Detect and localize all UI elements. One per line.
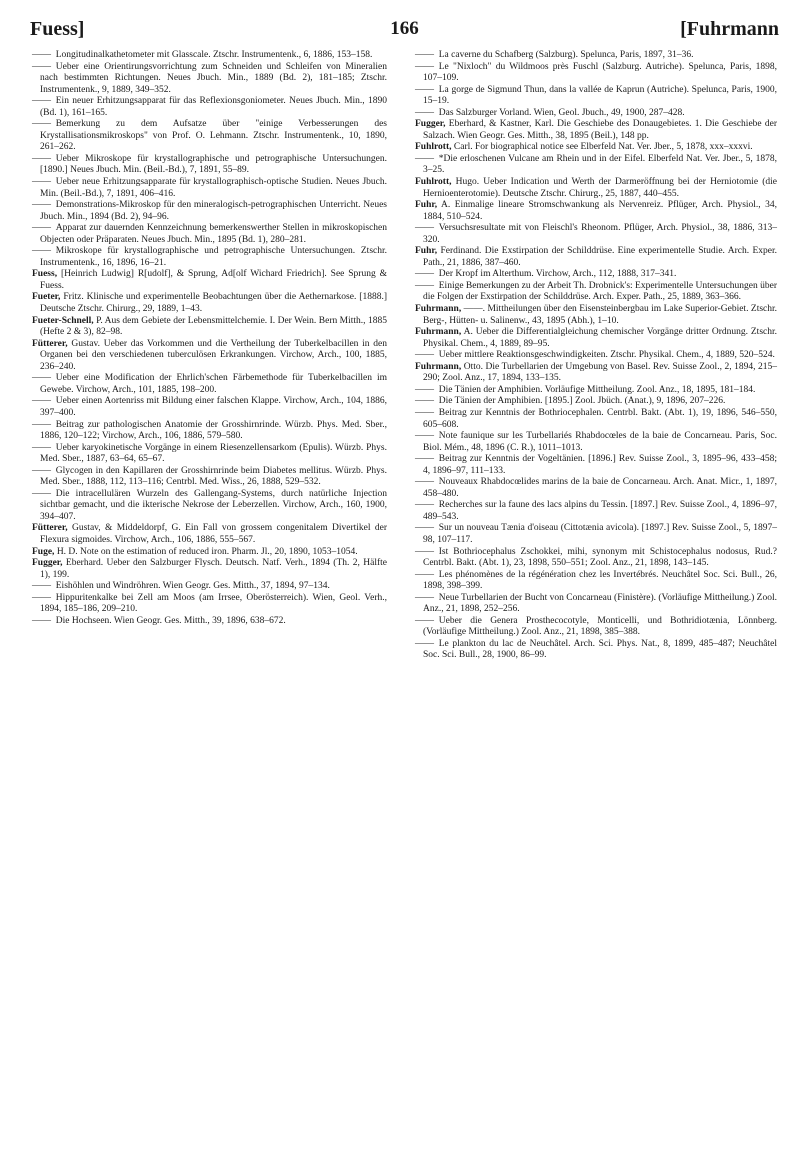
entry-text: Fritz. Klinische und experimentelle Beobachtungen über die Aethernarkose. [1888.] Deutsche Ztschr. Chirurg., 29, 1889, 1–43.	[40, 292, 387, 315]
ditto-dash	[415, 108, 439, 118]
entry-author: Fuhlrott,	[415, 142, 452, 153]
entry-text: Beitrag zur pathologischen Anatomie der Grosshirnrinde. Würzb. Phys. Med. Sber., 1886, 120–122; Virchow, Arch., 106, 1886, 579–580.	[40, 419, 387, 442]
bibliography-entry	[32, 292, 387, 315]
bibliography-entry	[32, 523, 387, 546]
ditto-dash	[415, 639, 439, 649]
right-column	[415, 50, 777, 662]
bibliography-entry	[32, 119, 387, 154]
entry-author: Fuge,	[32, 546, 55, 557]
entry-text: Note faunique sur les Turbellariés Rhabdocœles de la baie de Concarneau. Paris, Soc. Biol. Mém., 48, 1896 (C. R.), 1011–1013.	[423, 431, 777, 453]
entry-author: Fütterer,	[32, 523, 68, 534]
bibliography-entry	[32, 420, 387, 443]
entry-text: Die intracellulären Wurzeln des Gallengang-Systems, durch natürliche Injection sichtbar gemacht, und die ikterische Nekrose der Leberzellen. Virchow, Arch., 160, 1900, 394–407.	[40, 488, 387, 522]
entry-text: Bemerkung zu dem Aufsatze über "einige Verbesserungen des Krystallisationsmikroskops" von Prof. O. Lehmann. Ztschr. Instrumentenk., 10, 1890, 261–262.	[40, 119, 387, 153]
bibliography-entry	[32, 373, 387, 396]
entry-text: Gustav. Ueber das Vorkommen und die Vertheilung der Tuberkelbacillen in den Organen bei den verschiedenen tuberculösen Erkrankungen. Virchow, Arch., 100, 1885, 236–240.	[40, 338, 388, 372]
entry-text: Glycogen in den Kapillaren der Grosshirnrinde beim Diabetes mellitus. Würzb. Phys. Med. Sber., 1888, 112, 113–116; Centrbl. Med. Wiss., 26, 1888, 529–532.	[40, 465, 387, 488]
bibliography-entry	[415, 281, 777, 304]
entry-author: Fuhr,	[415, 200, 438, 211]
bibliography-entry	[415, 269, 777, 281]
entry-text: Hippuritenkalke bei Zell am Moos (am Irrsee, Oberösterreich). Wien, Geol. Verh., 1894, 185–186, 209–210.	[40, 592, 387, 615]
entry-text: Ueber einen Aortenriss mit Bildung einer falschen Klappe. Virchow, Arch., 104, 1886, 397–400.	[40, 396, 387, 418]
header-left-name: Fuess]	[30, 18, 85, 40]
ditto-dash	[415, 85, 439, 95]
entry-text: Ueber neue Erhitzungsapparate für krystallographisch-optische Studien. Neues Jbuch. Min. (Beil.-Bd.), 7, 1891, 406–416.	[40, 177, 387, 199]
bibliography-entry	[415, 616, 777, 639]
entry-text: A. Ueber die Differentialgleichung chemischer Vorgänge dritter Ordnung. Ztschr. Physikal. Chem., 4, 1889, 89–95.	[423, 327, 777, 349]
ditto-dash	[32, 616, 56, 626]
ditto-dash	[32, 177, 56, 187]
entry-author: Fuhrmann,	[415, 304, 462, 315]
entry-text: Ueber karyokinetische Vorgänge in einem Riesenzellensarkom (Epulis). Würzb. Phys. Med. Sber., 1887, 63–64, 65–67.	[40, 442, 387, 465]
ditto-dash	[32, 62, 56, 72]
bibliography-entry	[32, 50, 387, 62]
entry-text: Hugo. Ueber Indication und Werth der Darmeröffnung bei der Herniotomie (die Hernioenterotomie). Deutsche Ztschr. Chirurg., 25, 1887, 440–455.	[423, 177, 778, 199]
entry-author: Fuhrmann,	[415, 361, 462, 372]
bibliography-entry	[415, 119, 777, 142]
entry-text: Longitudinalkathetometer mit Glasscale. Ztschr. Instrumentenk., 6, 1886, 153–158.	[55, 50, 373, 60]
entry-text: Otto. Die Turbellarien der Umgebung von Basel. Rev. Suisse Zool., 2, 1894, 215–290; Zool. Anz., 17, 1894, 133–135.	[423, 361, 778, 384]
bibliography-entry	[415, 108, 777, 120]
entry-text: Versuchsresultate mit von Fleischl's Rheonom. Pflüger, Arch. Physiol., 38, 1886, 313–320.	[423, 223, 777, 245]
entry-text: Ist Bothriocephalus Zschokkei, mihi, synonym mit Schistocephalus nodosus, Rud.? Centrbl. Bakt. (Abt. 1), 23, 1898, 550–551; Zool. Anz., 21, 1898, 143–145.	[423, 546, 777, 569]
ditto-dash	[415, 431, 439, 441]
entry-author: Fuhrmann,	[415, 327, 462, 338]
ditto-dash	[415, 269, 439, 279]
entry-author: Fueter,	[32, 292, 61, 303]
entry-text: Die Tänien der Amphibien. [1895.] Zool. Jbüch. (Anat.), 9, 1896, 207–226.	[438, 396, 726, 407]
entry-text: Les phénomènes de la régénération chez les Invertébrés. Neuchâtel Soc. Sci. Bull., 26, 1898, 398–399.	[423, 569, 777, 592]
entry-text: Le plankton du lac de Neuchâtel. Arch. Sci. Phys. Nat., 8, 1899, 485–487; Neuchâtel Soc. Sci. Bull., 28, 1900, 86–99.	[423, 638, 777, 661]
ditto-dash	[415, 62, 439, 72]
bibliography-entry	[32, 339, 387, 374]
bibliography-entry	[32, 154, 387, 177]
bibliography-entry	[415, 593, 777, 616]
bibliography-entry	[415, 547, 777, 570]
entry-author: Fuess,	[32, 269, 58, 280]
bibliography-entry	[32, 616, 387, 628]
entry-text: Apparat zur dauernden Kennzeichnung bemerkenswerther Stellen in mikroskopischen Objecten oder Präparaten. Neues Jbuch. Min., 1895 (Bd. 1), 280–281.	[40, 223, 387, 245]
bibliography-entry	[32, 547, 387, 559]
entry-text: Die Tänien der Amphibien. Vorläufige Mittheilung. Zool. Anz., 18, 1895, 181–184.	[438, 384, 756, 395]
ditto-dash	[415, 154, 439, 164]
entry-author: Fuhlrott,	[415, 177, 452, 188]
entry-text: Neue Turbellarien der Bucht von Concarneau (Finistère). (Vorläufige Mittheilung.) Zool. Anz., 21, 1898, 252–256.	[423, 592, 777, 615]
entry-text: Ueber die Genera Prosthecocotyle, Monticelli, und Bothridiotænia, Lönnberg. (Vorläufige Mittheilung.) Zool. Anz., 21, 1898, 385–388.	[423, 615, 777, 638]
entry-text: Ferdinand. Die Exstirpation der Schilddrüse. Eine experimentelle Studie. Arch. Exper. Path., 21, 1886, 387–460.	[423, 246, 778, 268]
ditto-dash	[415, 350, 439, 360]
ditto-dash	[32, 154, 56, 164]
bibliography-entry	[32, 443, 387, 466]
bibliography-entry	[32, 269, 387, 292]
entry-text: Ueber mittlere Reaktionsgeschwindigkeiten. Ztschr. Physikal. Chem., 4, 1889, 520–524.	[438, 350, 775, 361]
ditto-dash	[32, 373, 56, 383]
bibliography-entry	[415, 523, 777, 546]
entry-text: Ueber eine Orientirungsvorrichtung zum Schneiden und Schleifen von Mineralien nach bestimmten Richtungen. Neues Jbuch. Min., 1889 (Bd. 2), 181–185; Ztschr. Instrumentenk., 9, 1889, 349–352.	[40, 61, 387, 95]
bibliography-entry	[415, 304, 777, 327]
entry-text: Die Hochseen. Wien Geogr. Ges. Mitth., 39, 1896, 638–672.	[55, 615, 286, 626]
ditto-dash	[415, 547, 439, 557]
entry-text: Eishöhlen und Windröhren. Wien Geogr. Ges. Mitth., 37, 1894, 97–134.	[55, 581, 330, 592]
bibliography-entry	[415, 396, 777, 408]
ditto-dash	[32, 200, 56, 210]
ditto-dash	[415, 616, 439, 626]
entry-text: Ueber Mikroskope für krystallographische und petrographische Untersuchungen. [1890.] Neues Jbuch. Min. (Beil.-Bd.), 7, 1891, 55–89.	[40, 153, 387, 176]
bibliography-entry	[415, 408, 777, 431]
entry-text: Ueber eine Modification der Ehrlich'schen Färbemethode für Tuberkelbacillen im Gewebe. Virchow, Arch., 101, 1885, 198–200.	[40, 373, 387, 395]
ditto-dash	[32, 466, 56, 476]
ditto-dash	[415, 50, 439, 60]
ditto-dash	[415, 408, 439, 418]
bibliography-entry	[415, 350, 777, 362]
entry-text: Beitrag zur Kenntnis der Bothriocephalen. Centrbl. Bakt. (Abt. 1), 19, 1896, 546–550, 605–608.	[423, 407, 777, 430]
ditto-dash	[415, 477, 439, 487]
bibliography-entry	[415, 223, 777, 246]
entry-text: Carl. For biographical notice see Elberfeld Nat. Ver. Jber., 5, 1878, xxx–xxxvi.	[453, 142, 753, 153]
bibliography-entry	[415, 477, 777, 500]
entry-text: A. Einmalige lineare Stromschwankung als Nervenreiz. Pflüger, Arch. Physiol., 34, 1884, 510–524.	[423, 200, 777, 222]
ditto-dash	[32, 223, 56, 233]
bibliography-entry	[415, 85, 777, 108]
ditto-dash	[415, 385, 439, 395]
entry-text: Recherches sur la faune des lacs alpins du Tessin. [1897.] Rev. Suisse Zool., 4, 1896–97, 489–543.	[423, 500, 777, 522]
entry-text: ——. Mittheilungen über den Eisensteinbergbau im Lake Superior-Gebiet. Ztschr. Berg-, Hütten- u. Salinenw., 43, 1895 (Abh.), 1–10.	[423, 304, 778, 326]
entry-text: Ein neuer Erhitzungsapparat für das Reflexionsgoniometer. Neues Jbuch. Min., 1890 (Bd. 1), 161–165.	[40, 96, 387, 118]
header-right-name: [Fuhrmann	[680, 18, 779, 40]
entry-text: Eberhard, & Kastner, Karl. Die Geschiebe des Donaugebietes. 1. Die Geschiebe der Salzach. Wien Geogr. Ges. Mitth., 38, 1895 (Beil.), 148 pp.	[423, 119, 777, 141]
bibliography-entry	[32, 558, 387, 581]
bibliography-entry	[415, 500, 777, 523]
entry-text: Le "Nixloch" du Wildmoos près Fuschl (Salzburg. Autriche). Spelunca, Paris, 1898, 107–109.	[423, 61, 777, 84]
entry-text: Einige Bemerkungen zu der Arbeit Th. Drobnick's: Experimentelle Untersuchungen über die Folgen der Exstirpation der Schilddrüse. Arch. Exper. Path., 25, 1889, 363–366.	[423, 280, 777, 303]
bibliography-entry	[415, 327, 777, 350]
bibliography-entry	[415, 454, 777, 477]
bibliography-entry	[415, 142, 777, 154]
ditto-dash	[415, 570, 439, 580]
entry-text: Beitrag zur Kenntnis der Vogeltänien. [1896.] Rev. Suisse Zool., 3, 1895–96, 433–458; 4, 1896–97, 111–133.	[423, 454, 777, 476]
bibliography-entry	[32, 396, 387, 419]
bibliography-entry	[415, 200, 777, 223]
bibliography-entry	[415, 431, 777, 454]
bibliography-entry	[32, 62, 387, 97]
bibliography-entry	[32, 177, 387, 200]
bibliography-entry	[415, 62, 777, 85]
bibliography-entry	[415, 50, 777, 62]
ditto-dash	[415, 593, 439, 603]
bibliography-entry	[32, 489, 387, 524]
entry-author: Fugger,	[32, 558, 63, 569]
bibliography-entry	[32, 581, 387, 593]
page-header	[30, 18, 779, 42]
entry-text: Mikroskope für krystallographische und petrographische Untersuchungen. Ztschr. Instrumentenk., 16, 1896, 16–21.	[40, 246, 387, 268]
ditto-dash	[32, 581, 56, 591]
entry-author: Fütterer,	[32, 338, 68, 349]
ditto-dash	[32, 396, 56, 406]
bibliography-entry	[32, 96, 387, 119]
ditto-dash	[415, 500, 439, 510]
entry-text: La gorge de Sigmund Thun, dans la vallée de Kaprun (Autriche). Spelunca, Paris, 1900, 15–19.	[423, 84, 777, 107]
bibliography-entry	[415, 385, 777, 397]
page-number: 166	[390, 18, 419, 39]
entry-text: La caverne du Schafberg (Salzburg). Spelunca, Paris, 1897, 31–36.	[438, 50, 694, 60]
bibliography-entry	[32, 316, 387, 339]
bibliography-entry	[32, 246, 387, 269]
bibliography-entry	[415, 246, 777, 269]
bibliography-entry	[32, 466, 387, 489]
entry-text: *Die erloschenen Vulcane am Rhein und in der Eifel. Elberfeld Nat. Ver. Jber., 5, 1878, 3–25.	[423, 153, 777, 176]
ditto-dash	[415, 281, 439, 291]
entry-author: Fueter-Schnell,	[32, 315, 94, 326]
ditto-dash	[415, 396, 439, 406]
entry-text: Sur un nouveau Tænia d'oiseau (Cittotænia avicola). [1897.] Rev. Suisse Zool., 5, 1897–98, 107–117.	[423, 523, 777, 545]
entry-text: Das Salzburger Vorland. Wien, Geol. Jbuch., 49, 1900, 287–428.	[438, 107, 685, 118]
ditto-dash	[415, 454, 439, 464]
ditto-dash	[32, 96, 56, 106]
ditto-dash	[32, 420, 56, 430]
ditto-dash	[415, 523, 439, 533]
entry-text: H. D. Note on the estimation of reduced iron. Pharm. Jl., 20, 1890, 1053–1054.	[56, 546, 358, 557]
entry-text: Eberhard. Ueber den Salzburger Flysch. Deutsch. Natf. Verh., 1894 (Th. 2, Hälfte 1), 199.	[40, 558, 388, 580]
bibliography-entry	[415, 639, 777, 662]
bibliography-entry	[415, 154, 777, 177]
ditto-dash	[415, 223, 439, 233]
ditto-dash	[32, 593, 56, 603]
left-column	[32, 50, 387, 627]
ditto-dash	[32, 119, 56, 129]
ditto-dash	[32, 443, 56, 453]
bibliography-entry	[415, 177, 777, 200]
ditto-dash	[32, 50, 56, 60]
entry-text: Demonstrations-Mikroskop für den mineralogisch-petrographischen Unterricht. Neues Jbuch. Min., 1894 (Bd. 2), 94–96.	[40, 200, 387, 222]
bibliography-entry	[32, 200, 387, 223]
entry-text: [Heinrich Ludwig] R[udolf], & Sprung, Ad[olf Wichard Friedrich]. See Sprung & Fuess.	[40, 269, 387, 291]
bibliography-entry	[415, 570, 777, 593]
bibliography-entry	[32, 593, 387, 616]
bibliography-entry	[415, 362, 777, 385]
bibliography-entry	[32, 223, 387, 246]
entry-author: Fuhr,	[415, 246, 438, 257]
ditto-dash	[32, 246, 56, 256]
entry-text: Nouveaux Rhabdocœlides marins de la baie de Concarneau. Arch. Anat. Micr., 1, 1897, 458–480.	[423, 477, 777, 499]
entry-text: Gustav, & Middeldorpf, G. Ein Fall von grossem congenitalem Divertikel der Flexura sigmoides. Virchow, Arch., 106, 1886, 555–567.	[40, 523, 388, 545]
entry-text: Der Kropf im Alterthum. Virchow, Arch., 112, 1888, 317–341.	[438, 269, 677, 280]
entry-text: P. Aus dem Gebiete der Lebensmittelchemie. I. Der Wein. Bern Mitth., 1885 (Hefte 2 & 3), 82–98.	[40, 315, 387, 338]
ditto-dash	[32, 489, 56, 499]
entry-author: Fugger,	[415, 119, 446, 130]
